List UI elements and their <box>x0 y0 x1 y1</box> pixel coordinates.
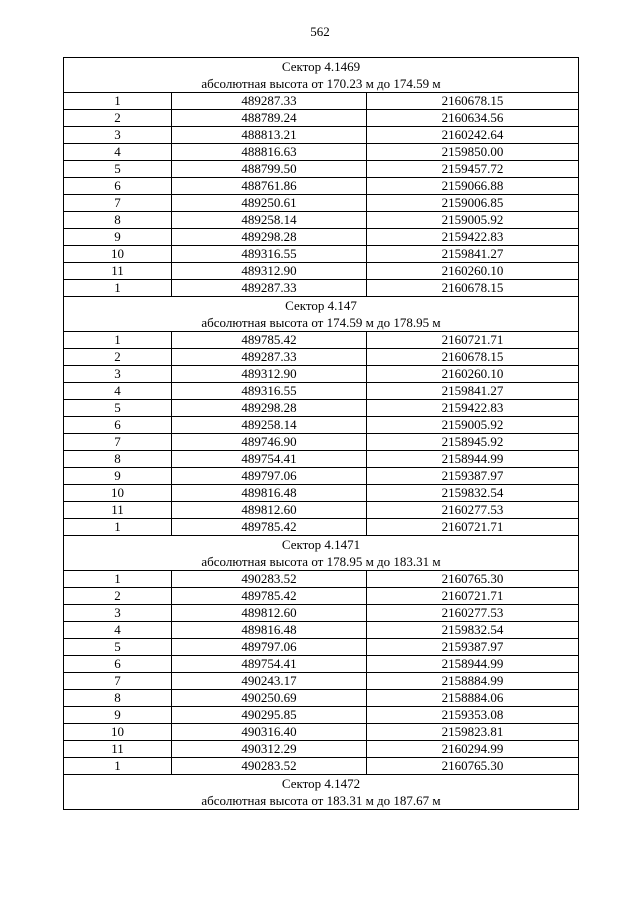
point-number-cell: 1 <box>64 280 172 297</box>
sector-header-row <box>64 536 579 554</box>
point-number-cell: 1 <box>64 332 172 349</box>
table-row <box>64 741 579 758</box>
point-number-cell: 2 <box>64 349 172 366</box>
x-coordinate-cell: 488813.21 <box>172 127 367 144</box>
page-number: 562 <box>310 24 330 39</box>
y-coordinate-cell: 2158944.99 <box>367 451 579 468</box>
x-coordinate-cell: 489287.33 <box>172 349 367 366</box>
y-coordinate-cell: 2160678.15 <box>367 93 579 110</box>
table-row <box>64 673 579 690</box>
x-coordinate-cell: 489287.33 <box>172 93 367 110</box>
sector-title: Сектор 4.1472 <box>64 775 579 793</box>
y-coordinate-cell: 2159066.88 <box>367 178 579 195</box>
y-coordinate-cell: 2160721.71 <box>367 588 579 605</box>
y-coordinate-cell: 2158884.99 <box>367 673 579 690</box>
table-row <box>64 127 579 144</box>
table-row <box>64 485 579 502</box>
y-coordinate-cell: 2159005.92 <box>367 212 579 229</box>
y-coordinate-cell: 2158945.92 <box>367 434 579 451</box>
y-coordinate-cell: 2160765.30 <box>367 571 579 588</box>
point-number-cell: 5 <box>64 161 172 178</box>
y-coordinate-cell: 2160260.10 <box>367 366 579 383</box>
y-coordinate-cell: 2160721.71 <box>367 519 579 536</box>
x-coordinate-cell: 489250.61 <box>172 195 367 212</box>
y-coordinate-cell: 2160242.64 <box>367 127 579 144</box>
table-row <box>64 468 579 485</box>
point-number-cell: 6 <box>64 178 172 195</box>
x-coordinate-cell: 490312.29 <box>172 741 367 758</box>
y-coordinate-cell: 2158944.99 <box>367 656 579 673</box>
table-row <box>64 195 579 212</box>
x-coordinate-cell: 490250.69 <box>172 690 367 707</box>
point-number-cell: 8 <box>64 451 172 468</box>
table-row <box>64 366 579 383</box>
y-coordinate-cell: 2159823.81 <box>367 724 579 741</box>
x-coordinate-cell: 490316.40 <box>172 724 367 741</box>
table-row <box>64 690 579 707</box>
y-coordinate-cell: 2160721.71 <box>367 332 579 349</box>
point-number-cell: 1 <box>64 519 172 536</box>
table-row <box>64 434 579 451</box>
point-number-cell: 4 <box>64 144 172 161</box>
sector-altitude-range: абсолютная высота от 174.59 м до 178.95 м <box>64 314 579 332</box>
point-number-cell: 3 <box>64 366 172 383</box>
y-coordinate-cell: 2160678.15 <box>367 280 579 297</box>
point-number-cell: 5 <box>64 639 172 656</box>
point-number-cell: 11 <box>64 741 172 758</box>
sector-subtitle-row <box>64 75 579 93</box>
x-coordinate-cell: 488799.50 <box>172 161 367 178</box>
y-coordinate-cell: 2159832.54 <box>367 485 579 502</box>
table-row <box>64 229 579 246</box>
table-row <box>64 758 579 775</box>
x-coordinate-cell: 489258.14 <box>172 212 367 229</box>
x-coordinate-cell: 488816.63 <box>172 144 367 161</box>
point-number-cell: 7 <box>64 195 172 212</box>
point-number-cell: 8 <box>64 690 172 707</box>
sector-altitude-range: абсолютная высота от 183.31 м до 187.67 м <box>64 792 579 810</box>
sector-altitude-range: абсолютная высота от 178.95 м до 183.31 м <box>64 553 579 571</box>
point-number-cell: 4 <box>64 383 172 400</box>
x-coordinate-cell: 488789.24 <box>172 110 367 127</box>
point-number-cell: 1 <box>64 93 172 110</box>
sector-subtitle-row <box>64 553 579 571</box>
sector-subtitle-row <box>64 792 579 810</box>
table-row <box>64 588 579 605</box>
point-number-cell: 9 <box>64 229 172 246</box>
y-coordinate-cell: 2159832.54 <box>367 622 579 639</box>
point-number-cell: 3 <box>64 605 172 622</box>
table-row <box>64 332 579 349</box>
x-coordinate-cell: 489754.41 <box>172 451 367 468</box>
sector-title: Сектор 4.147 <box>64 297 579 315</box>
table-row <box>64 178 579 195</box>
table-row <box>64 707 579 724</box>
x-coordinate-cell: 490283.52 <box>172 571 367 588</box>
point-number-cell: 10 <box>64 485 172 502</box>
y-coordinate-cell: 2159850.00 <box>367 144 579 161</box>
point-number-cell: 9 <box>64 468 172 485</box>
table-row <box>64 605 579 622</box>
y-coordinate-cell: 2160678.15 <box>367 349 579 366</box>
x-coordinate-cell: 490243.17 <box>172 673 367 690</box>
point-number-cell: 10 <box>64 246 172 263</box>
table-row <box>64 571 579 588</box>
x-coordinate-cell: 489258.14 <box>172 417 367 434</box>
sector-title: Сектор 4.1471 <box>64 536 579 554</box>
x-coordinate-cell: 489298.28 <box>172 400 367 417</box>
point-number-cell: 6 <box>64 417 172 434</box>
point-number-cell: 2 <box>64 110 172 127</box>
table-row <box>64 724 579 741</box>
sector-title: Сектор 4.1469 <box>64 58 579 76</box>
x-coordinate-cell: 489316.55 <box>172 383 367 400</box>
table-row <box>64 93 579 110</box>
sector-header-row <box>64 58 579 76</box>
table-row <box>64 417 579 434</box>
x-coordinate-cell: 489316.55 <box>172 246 367 263</box>
y-coordinate-cell: 2160765.30 <box>367 758 579 775</box>
table-row <box>64 502 579 519</box>
x-coordinate-cell: 489312.90 <box>172 263 367 280</box>
y-coordinate-cell: 2160260.10 <box>367 263 579 280</box>
y-coordinate-cell: 2159006.85 <box>367 195 579 212</box>
y-coordinate-cell: 2159353.08 <box>367 707 579 724</box>
point-number-cell: 1 <box>64 758 172 775</box>
y-coordinate-cell: 2158884.06 <box>367 690 579 707</box>
point-number-cell: 3 <box>64 127 172 144</box>
sector-altitude-range: абсолютная высота от 170.23 м до 174.59 м <box>64 75 579 93</box>
x-coordinate-cell: 490283.52 <box>172 758 367 775</box>
table-row <box>64 263 579 280</box>
point-number-cell: 11 <box>64 263 172 280</box>
coordinates-table <box>63 57 579 810</box>
point-number-cell: 1 <box>64 571 172 588</box>
sector-header-row <box>64 297 579 315</box>
point-number-cell: 11 <box>64 502 172 519</box>
point-number-cell: 4 <box>64 622 172 639</box>
table-row <box>64 383 579 400</box>
x-coordinate-cell: 489287.33 <box>172 280 367 297</box>
coordinates-table-body <box>64 58 579 810</box>
y-coordinate-cell: 2160277.53 <box>367 605 579 622</box>
x-coordinate-cell: 489746.90 <box>172 434 367 451</box>
table-row <box>64 110 579 127</box>
table-row <box>64 639 579 656</box>
y-coordinate-cell: 2159457.72 <box>367 161 579 178</box>
x-coordinate-cell: 489785.42 <box>172 332 367 349</box>
table-row <box>64 349 579 366</box>
y-coordinate-cell: 2160634.56 <box>367 110 579 127</box>
table-row <box>64 212 579 229</box>
x-coordinate-cell: 489816.48 <box>172 485 367 502</box>
table-row <box>64 246 579 263</box>
x-coordinate-cell: 490295.85 <box>172 707 367 724</box>
x-coordinate-cell: 489312.90 <box>172 366 367 383</box>
x-coordinate-cell: 488761.86 <box>172 178 367 195</box>
y-coordinate-cell: 2159841.27 <box>367 246 579 263</box>
table-row <box>64 451 579 468</box>
y-coordinate-cell: 2160294.99 <box>367 741 579 758</box>
y-coordinate-cell: 2160277.53 <box>367 502 579 519</box>
x-coordinate-cell: 489797.06 <box>172 468 367 485</box>
point-number-cell: 9 <box>64 707 172 724</box>
point-number-cell: 7 <box>64 434 172 451</box>
sector-header-row <box>64 775 579 793</box>
x-coordinate-cell: 489816.48 <box>172 622 367 639</box>
point-number-cell: 10 <box>64 724 172 741</box>
table-row <box>64 656 579 673</box>
point-number-cell: 8 <box>64 212 172 229</box>
table-row <box>64 519 579 536</box>
x-coordinate-cell: 489298.28 <box>172 229 367 246</box>
y-coordinate-cell: 2159841.27 <box>367 383 579 400</box>
x-coordinate-cell: 489797.06 <box>172 639 367 656</box>
sector-subtitle-row <box>64 314 579 332</box>
y-coordinate-cell: 2159422.83 <box>367 400 579 417</box>
table-row <box>64 144 579 161</box>
y-coordinate-cell: 2159387.97 <box>367 468 579 485</box>
x-coordinate-cell: 489785.42 <box>172 519 367 536</box>
point-number-cell: 7 <box>64 673 172 690</box>
table-row <box>64 622 579 639</box>
x-coordinate-cell: 489812.60 <box>172 502 367 519</box>
point-number-cell: 2 <box>64 588 172 605</box>
x-coordinate-cell: 489812.60 <box>172 605 367 622</box>
table-row <box>64 400 579 417</box>
point-number-cell: 6 <box>64 656 172 673</box>
y-coordinate-cell: 2159422.83 <box>367 229 579 246</box>
table-row <box>64 161 579 178</box>
point-number-cell: 5 <box>64 400 172 417</box>
x-coordinate-cell: 489785.42 <box>172 588 367 605</box>
x-coordinate-cell: 489754.41 <box>172 656 367 673</box>
table-row <box>64 280 579 297</box>
y-coordinate-cell: 2159005.92 <box>367 417 579 434</box>
y-coordinate-cell: 2159387.97 <box>367 639 579 656</box>
